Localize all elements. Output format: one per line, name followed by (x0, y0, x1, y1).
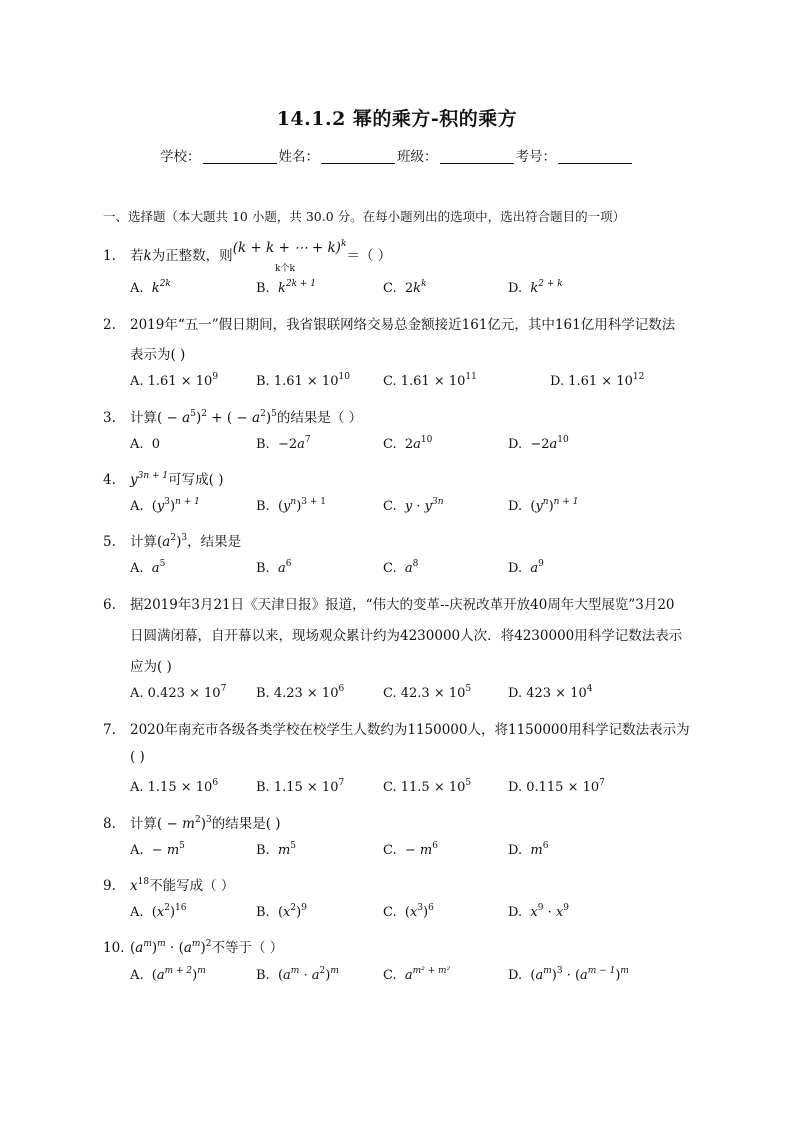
question-2: 2. 2019年“五一”假日期间，我省银联网络交易总金额接近161亿元，其中161亿用科学记数法 (103, 317, 676, 333)
page-title: 14.1.2 幂的乘方-积的乘方 (276, 108, 518, 130)
option-a[interactable]: A. $0.423 \times 10^7$ (130, 684, 227, 701)
q1-text-pre: 若 (130, 248, 144, 264)
question-7: 7. 2020年南充市各级各类学校在校学生人数约为1150000人，将1150000用科学记数法表示为 (103, 722, 690, 738)
option-d[interactable]: D. $423 \times 10^4$ (508, 684, 593, 701)
q2-line-1: 2019年“五一”假日期间，我省银联网络交易总金额接近161亿元，其中161亿用科学记数法 (130, 317, 676, 333)
option-c[interactable]: C. $(x^3)^6$ (383, 903, 434, 920)
option-b[interactable]: B. $1.15 \times 10^7$ (256, 778, 345, 795)
option-d[interactable]: D. $-2a^{10}$ (508, 435, 569, 452)
option-c[interactable]: C. $y \cdot y^{3n}$ (383, 497, 444, 514)
section-heading: 一、选择题（本大题共 10 小题，共 30.0 分。在每小题列出的选项中，选出符合题目的一项） (103, 209, 626, 224)
option-c[interactable]: C. $1.61 \times 10^{11}$ (383, 372, 477, 389)
q1-text-tail: ＝（ ） (346, 248, 392, 264)
question-6: 6. 据2019年3月21日《天津日报》报道，“伟大的变革--庆祝改革开放40周年大型展览”3月20 (103, 597, 675, 613)
name-blank[interactable] (321, 149, 395, 164)
class-label: 班级： (397, 149, 438, 165)
option-a[interactable]: A. $1.61 \times 10^9$ (130, 372, 219, 389)
id-blank[interactable] (558, 149, 632, 164)
question-3: 3. 计算( − $a^5)^2$ + ( − $a^2)^5$的结果是（ ） (103, 409, 363, 426)
student-info-line (0, 145, 794, 165)
q1-text-post: 为正整数，则 (151, 248, 233, 264)
option-a[interactable]: A. $1.15 \times 10^6$ (130, 778, 219, 795)
option-d[interactable]: D. $k^{2 + k}$ (508, 279, 563, 296)
q1-var-k: k (143, 248, 152, 264)
option-b[interactable]: B. $(y^n)^{3 + 1}$ (256, 497, 326, 514)
option-a[interactable]: A. $(y^3)^{n + 1}$ (130, 497, 200, 514)
option-a[interactable]: A. $(a^{m + 2})^m$ (130, 966, 206, 983)
option-c[interactable]: C. $2k^k$ (383, 279, 427, 296)
question-1 (103, 239, 392, 264)
option-d[interactable]: D. $(y^n)^{n + 1}$ (508, 497, 579, 514)
q7-line-2: ( ) (130, 749, 145, 765)
option-a[interactable]: A. 0 (130, 437, 161, 452)
question-10: 10. $(a^m)^m \cdot (a^m)^2$不等于（ ） (103, 939, 284, 956)
q1-underbrace-label: k个k (275, 264, 295, 274)
question-9: 9. $x^{18}$不能写成（ ） (103, 877, 235, 894)
option-a[interactable]: A. $(x^2)^{16}$ (130, 903, 187, 920)
q1-formula: (k + k + ⋯ + k)$^k$ (232, 239, 347, 256)
option-c[interactable]: C. $a^8$ (383, 559, 419, 576)
option-d[interactable]: D. $a^9$ (508, 559, 544, 576)
option-d[interactable]: D. $x^9 \cdot x^9$ (508, 903, 569, 920)
option-c[interactable]: C. $42.3 \times 10^5$ (383, 684, 472, 701)
question-5: 5. 计算$(a^2)^3$，结果是 (103, 533, 242, 550)
option-b[interactable]: B. $(a^m \cdot a^2)^m$ (256, 966, 339, 983)
class-blank[interactable] (440, 149, 514, 164)
option-d[interactable]: D. $m^6$ (508, 841, 549, 858)
option-c[interactable]: C. $11.5 \times 10^5$ (383, 778, 472, 795)
q6-line-2: 日圆满闭幕，自开幕以来，现场观众累计约为4230000人次．将4230000用科学记数法表示 (130, 628, 683, 644)
option-b[interactable]: B. $k^{2k + 1}$ (256, 279, 317, 296)
option-b[interactable]: B. $-2a^7$ (256, 435, 311, 452)
q2-line-2: 表示为( ) (130, 347, 186, 363)
question-8: 8. 计算( − $m^2)^3$的结果是( ) (103, 815, 281, 832)
option-b[interactable]: B. $a^6$ (256, 559, 292, 576)
option-b[interactable]: B. $m^5$ (256, 841, 297, 858)
option-b[interactable]: B. $4.23 \times 10^6$ (256, 684, 345, 701)
option-c[interactable]: C. − $m^6$ (383, 841, 438, 858)
option-b[interactable]: B. $1.61 \times 10^{10}$ (256, 372, 350, 389)
question-4: 4. $y^{3n + 1}$可写成( ) (103, 471, 224, 488)
option-c[interactable]: C. $a^{m^2 + m^2}$ (383, 966, 451, 983)
option-d[interactable]: D. $(a^m)^3 \cdot (a^{m - 1})^m$ (508, 966, 629, 983)
option-a[interactable]: A. $a^5$ (130, 559, 166, 576)
school-label: 学校： (160, 149, 201, 165)
id-label: 考号： (515, 149, 556, 165)
option-a[interactable]: A. $k^{2k}$ (130, 279, 171, 296)
name-label: 姓名： (278, 149, 319, 165)
q6-line-3: 应为( ) (130, 659, 172, 675)
option-a[interactable]: A. − $m^5$ (130, 841, 185, 858)
option-c[interactable]: C. $2a^{10}$ (383, 435, 433, 452)
option-d[interactable]: D. $0.115 \times 10^7$ (508, 778, 605, 795)
option-d[interactable]: D. $1.61 \times 10^{12}$ (550, 372, 645, 389)
school-blank[interactable] (203, 149, 277, 164)
option-b[interactable]: B. $(x^2)^9$ (256, 903, 307, 920)
question-number: 1. (103, 248, 116, 264)
